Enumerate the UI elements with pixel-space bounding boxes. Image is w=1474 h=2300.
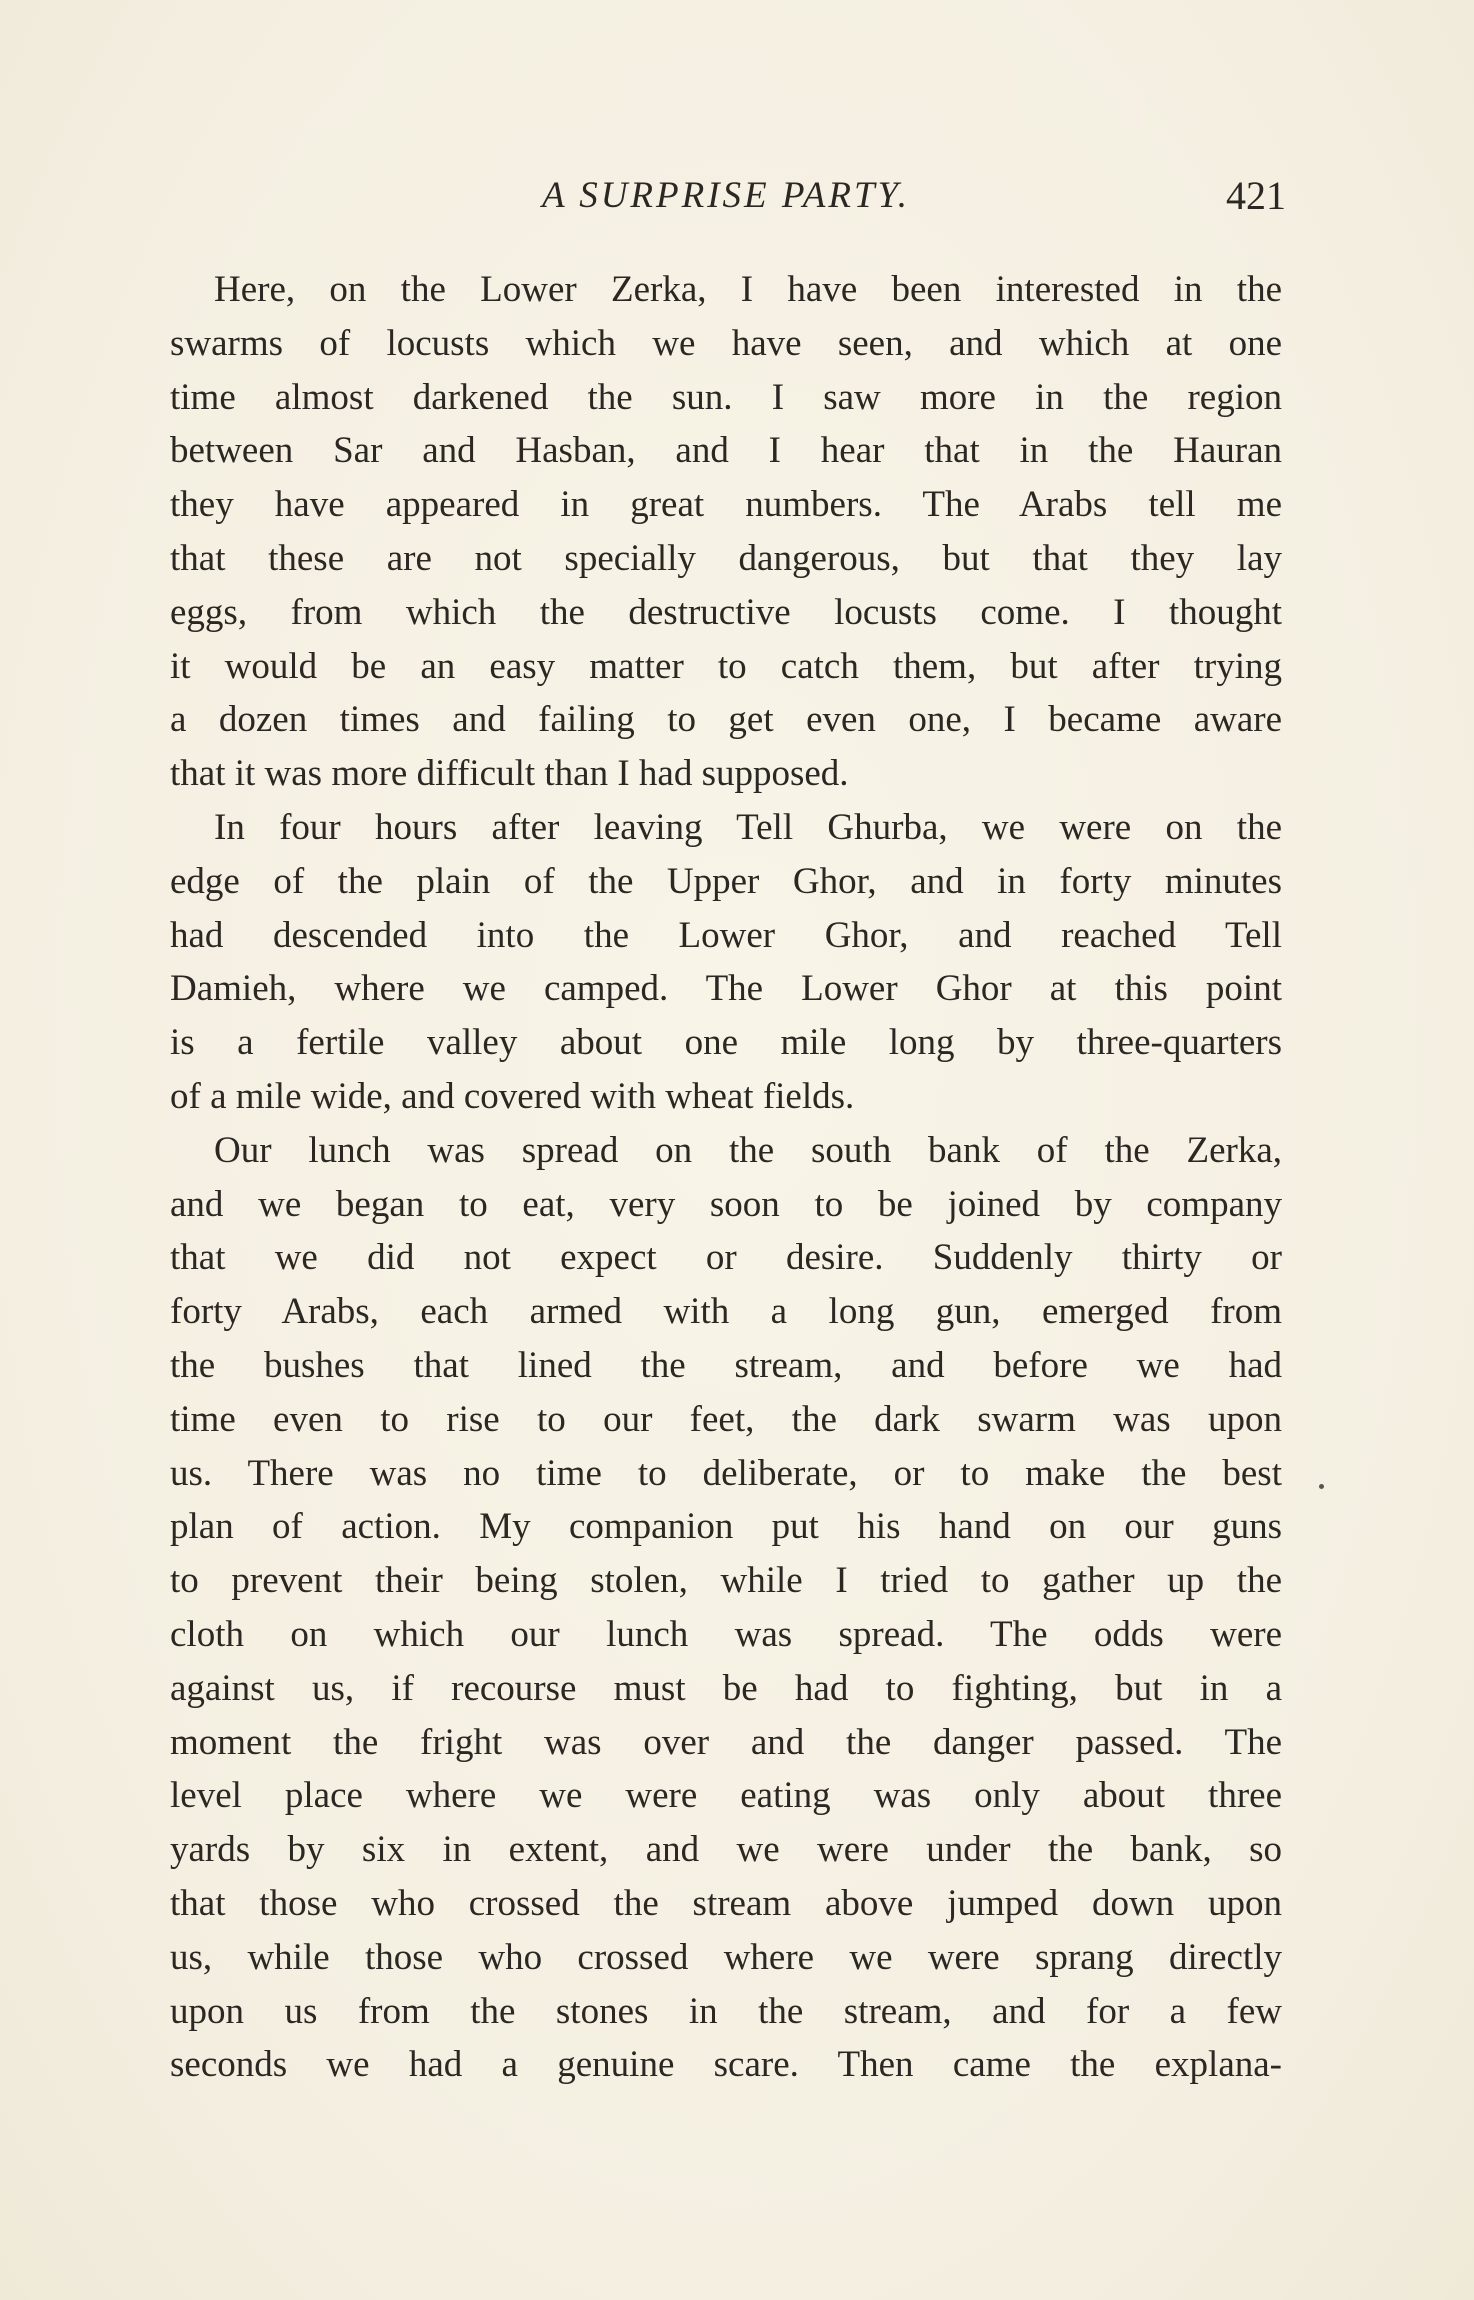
text-line: cloth on which our lunch was spread. The odds were — [170, 1613, 1282, 1655]
text-line: that those who crossed the stream above jumped down upon — [170, 1882, 1282, 1924]
text-line: swarms of locusts which we have seen, and which at one — [170, 322, 1282, 364]
text-line: had descended into the Lower Ghor, and reached Tell — [170, 914, 1282, 956]
text-line: that it was more difficult than I had supposed. — [170, 753, 849, 795]
text-line: time almost darkened the sun. I saw more in the region — [170, 376, 1282, 418]
text-line: us, while those who crossed where we were sprang directly — [170, 1936, 1282, 1978]
text-line: to prevent their being stolen, while I tried to gather up the — [170, 1560, 1282, 1602]
text-line: seconds we had a genuine scare. Then came the explana- — [170, 2044, 1282, 2086]
text-line: level place where we were eating was only about three — [170, 1775, 1282, 1817]
text-line: In four hours after leaving Tell Ghurba, we were on the — [214, 806, 1282, 848]
page-header — [170, 170, 1286, 230]
stray-ink-mark — [1319, 1484, 1324, 1489]
text-line: edge of the plain of the Upper Ghor, and in forty minutes — [170, 860, 1282, 902]
text-line: us. There was no time to deliberate, or to make the best — [170, 1452, 1282, 1494]
text-line: eggs, from which the destructive locusts come. I thought — [170, 591, 1282, 633]
text-line: and we began to eat, very soon to be joined by company — [170, 1183, 1282, 1225]
running-title: A SURPRISE PARTY. — [542, 175, 910, 216]
text-line: a dozen times and failing to get even one, I became aware — [170, 699, 1282, 741]
text-line: of a mile wide, and covered with wheat fields. — [170, 1075, 855, 1117]
page-number: 421 — [1226, 173, 1286, 218]
text-line: between Sar and Hasban, and I hear that in the Hauran — [170, 430, 1282, 472]
text-line: it would be an easy matter to catch them, but after trying — [170, 645, 1282, 687]
body-text — [170, 263, 1282, 2103]
text-line: upon us from the stones in the stream, and for a few — [170, 1990, 1282, 2032]
text-line: against us, if recourse must be had to fighting, but in a — [170, 1667, 1282, 1709]
text-line: forty Arabs, each armed with a long gun, emerged from — [170, 1291, 1282, 1333]
text-line: Here, on the Lower Zerka, I have been interested in the — [214, 269, 1282, 310]
text-line: that these are not specially dangerous, but that they lay — [170, 537, 1282, 579]
text-line: Our lunch was spread on the south bank of the Zerka, — [214, 1129, 1282, 1171]
text-line: is a fertile valley about one mile long by three-quarters — [170, 1022, 1282, 1064]
text-line: time even to rise to our feet, the dark swarm was upon — [170, 1398, 1282, 1440]
text-line: Damieh, where we camped. The Lower Ghor at this point — [170, 968, 1282, 1010]
text-line: moment the fright was over and the danger passed. The — [170, 1721, 1282, 1763]
text-line: they have appeared in great numbers. The Arabs tell me — [170, 484, 1282, 526]
text-line: the bushes that lined the stream, and before we had — [170, 1344, 1282, 1386]
text-line: that we did not expect or desire. Suddenly thirty or — [170, 1237, 1282, 1279]
text-line: plan of action. My companion put his hand on our guns — [170, 1506, 1282, 1548]
text-line: yards by six in extent, and we were under the bank, so — [170, 1829, 1282, 1871]
